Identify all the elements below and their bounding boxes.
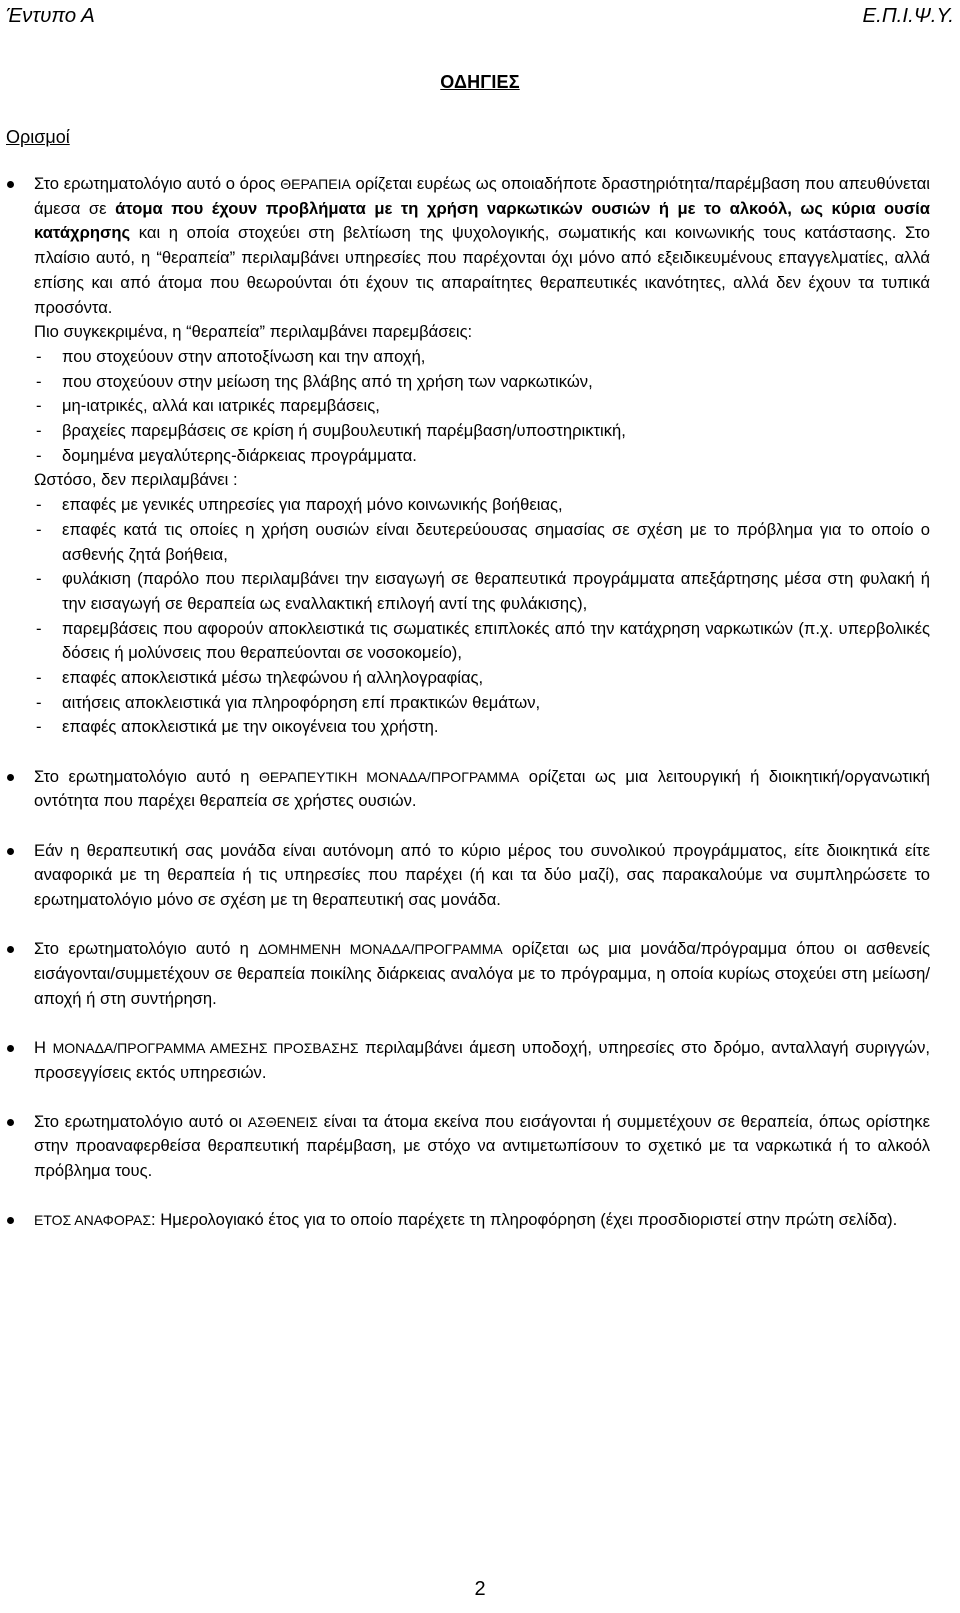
structured-unit-paragraph bbox=[34, 937, 930, 1011]
term-reference-year: ΕΤΟΣ ΑΝΑΦΟΡΑΣ bbox=[34, 1212, 152, 1229]
list-item: - βραχείες παρεμβάσεις σε κρίση ή συμβουλευτική παρέμβαση/υποστηρικτική, bbox=[34, 419, 930, 444]
organization-label: Ε.Π.Ι.Ψ.Υ. bbox=[862, 4, 954, 27]
text-span: Στο ερωτηματολόγιο αυτό οι bbox=[34, 1111, 248, 1131]
bullet-direct-access-unit bbox=[6, 1036, 930, 1085]
term-patients: ΑΣΘΕΝΕΙΣ bbox=[247, 1113, 318, 1130]
text-span: είναι τα άτομα εκείνα που εισάγονται ή συμμετέχουν σε θεραπεία, όπως ορίστηκε στην προαναφερθείσα θεραπευτική παρέμβαση, με στόχο να αντιμετωπίσουν το σχετικό με τα ναρκωτικά ή το αλκοόλ πρόβλημα τους. bbox=[34, 1111, 930, 1181]
list-item: - φυλάκιση (παρόλο που περιλαμβάνει την εισαγωγή σε θεραπευτικά προγράμματα απεξάρτησης μέσα στη φυλακή ή την εισαγωγή σε θεραπεία ως εναλλακτική επιλογή αντί της φυλάκισης), bbox=[34, 567, 930, 616]
bullet-therapy-definition bbox=[6, 172, 930, 740]
term-therapy: ΘΕΡΑΠΕΙΑ bbox=[280, 176, 351, 192]
page-number: 2 bbox=[474, 1578, 486, 1600]
patients-paragraph bbox=[34, 1110, 930, 1184]
bullet-reference-year bbox=[6, 1208, 930, 1233]
list-item: - αιτήσεις αποκλειστικά για πληροφόρηση επί πρακτικών θεμάτων, bbox=[34, 691, 930, 716]
form-label: Έντυπο Α bbox=[6, 4, 95, 27]
term-direct-access-unit: ΜΟΝΑΔΑ/ΠΡΟΓΡΑΜΜΑ ΑΜΕΣΗΣ ΠΡΟΣΒΑΣΗΣ bbox=[52, 1039, 359, 1056]
list-item: - παρεμβάσεις που αφορούν αποκλειστικά τις σωματικές επιπλοκές από την κατάχρηση ναρκωτικών (π.χ. υπερβολικές δόσεις ή μολύνσεις που θεραπεύονται σε νοσοκομείο), bbox=[34, 617, 930, 666]
page-header bbox=[6, 4, 954, 34]
text-span: Η bbox=[34, 1037, 53, 1057]
text-span: Στο ερωτηματολόγιο αυτό η bbox=[34, 939, 259, 959]
text-span: Στο ερωτηματολόγιο αυτό ο όρος bbox=[34, 174, 281, 193]
page-title: ΟΔΗΓΙΕΣ bbox=[440, 72, 520, 92]
section-title: Ορισμοί bbox=[6, 127, 70, 147]
bullet-structured-unit bbox=[6, 937, 930, 1011]
term-therapeutic-unit: ΘΕΡΑΠΕΥΤΙΚΗ ΜΟΝΑΔΑ/ΠΡΟΓΡΑΜΜΑ bbox=[258, 768, 520, 785]
therapy-definition-paragraph bbox=[34, 172, 930, 320]
list-item: - μη-ιατρικές, αλλά και ιατρικές παρεμβάσεις, bbox=[34, 394, 930, 419]
text-span: περιλαμβάνει άμεση υποδοχή, υπηρεσίες στο δρόμο, ανταλλαγή συριγγών, προσεγγίσεις εκτός υπηρεσιών. bbox=[34, 1037, 930, 1082]
therapeutic-unit-paragraph bbox=[34, 765, 930, 814]
excludes-list bbox=[34, 493, 930, 740]
list-item: - που στοχεύουν στην αποτοξίνωση και την αποχή, bbox=[34, 345, 930, 370]
autonomous-unit-paragraph: Εάν η θεραπευτική σας μονάδα είναι αυτόνομη από το κύριο μέρος του συνολικού προγράμματος, είτε διοικητικά είτε αναφορικά με τη θεραπεία ή τις υπηρεσίες που παρέχει (ή και τα δύο μαζί), σας παρακαλούμε να συμπληρώσετε το ερωτηματολόγιο μόνο σε σχέση με τη θεραπευτική σας μονάδα. bbox=[34, 840, 930, 909]
term-structured-unit: ΔΟΜΗΜΕΝΗ ΜΟΝΑΔΑ/ΠΡΟΓΡΑΜΜΑ bbox=[258, 941, 503, 958]
reference-year-paragraph bbox=[34, 1208, 930, 1233]
bullet-autonomous-unit bbox=[6, 839, 930, 913]
list-item: - επαφές αποκλειστικά μέσω τηλεφώνου ή αλληλογραφίας, bbox=[34, 666, 930, 691]
emphasized-text: άτομα που έχουν προβλήματα με τη χρήση ναρκωτικών ουσιών ή με το αλκοόλ, ως κύρια ουσία κατάχρησης bbox=[34, 198, 930, 243]
bullet-patients bbox=[6, 1110, 930, 1184]
excludes-intro: Ωστόσο, δεν περιλαμβάνει : bbox=[34, 470, 238, 490]
direct-access-unit-paragraph bbox=[34, 1036, 930, 1085]
text-span: ορίζεται ως μια λειτουργική ή διοικητική/οργανωτική οντότητα που παρέχει θεραπεία σε χρήστες ουσιών. bbox=[34, 766, 931, 811]
text-span: ορίζεται ευρέως ως οποιαδήποτε δραστηριότητα/παρέμβαση που απευθύνεται άμεσα σε bbox=[34, 174, 930, 218]
includes-intro: Πιο συγκεκριμένα, η “θεραπεία” περιλαμβάνει παρεμβάσεις: bbox=[34, 322, 473, 342]
list-item: - δομημένα μεγαλύτερης-διάρκειας προγράμματα. bbox=[34, 444, 930, 469]
text-span: : Ημερολογιακό έτος για το οποίο παρέχετε τη πληροφόρηση (έχει προσδιοριστεί στην πρώτη σελίδα). bbox=[151, 1210, 898, 1230]
instructions-body bbox=[6, 172, 930, 1233]
list-item: - επαφές κατά τις οποίες η χρήση ουσιών είναι δευτερεύουσας σημασίας σε σχέση με το πρόβλημα για το οποίο ο ασθενής ζητά βοήθεια, bbox=[34, 518, 930, 567]
list-item: - επαφές με γενικές υπηρεσίες για παροχή μόνο κοινωνικής βοήθειας, bbox=[34, 493, 930, 518]
text-span: ορίζεται ως μια μονάδα/πρόγραμμα όπου οι ασθενείς εισάγονται/συμμετέχουν σε θεραπεία ποικίλης διάρκειας αναλόγα με το πρόγραμμα, η οποία κυρίως στοχεύει στη μείωση/αποχή ή στη συντήρηση. bbox=[34, 939, 930, 1008]
list-item: - που στοχεύουν στην μείωση της βλάβης από τη χρήση των ναρκωτικών, bbox=[34, 370, 930, 395]
list-item: - επαφές αποκλειστικά με την οικογένεια του χρήστη. bbox=[34, 715, 930, 740]
text-span: και η οποία στοχεύει στη βελτίωση της ψυχολογικής, σωματικής και κοινωνικής τους κατάστασης. Στο πλαίσιο αυτό, η “θεραπεία” περιλαμβάνει υπηρεσίες που παρέχονται όχι μόνο από εξειδικευμένους επαγγελματίες, αλλά επίσης και από άτομα που θεωρούνται ότι έχουν τις απαραίτητες θεραπευτικές ικανότητες, αλλά δεν έχουν τα τυπικά προσόντα. bbox=[34, 223, 930, 317]
includes-list bbox=[34, 345, 930, 469]
bullet-therapeutic-unit bbox=[6, 765, 930, 814]
text-span: Στο ερωτηματολόγιο αυτό η bbox=[34, 766, 259, 786]
